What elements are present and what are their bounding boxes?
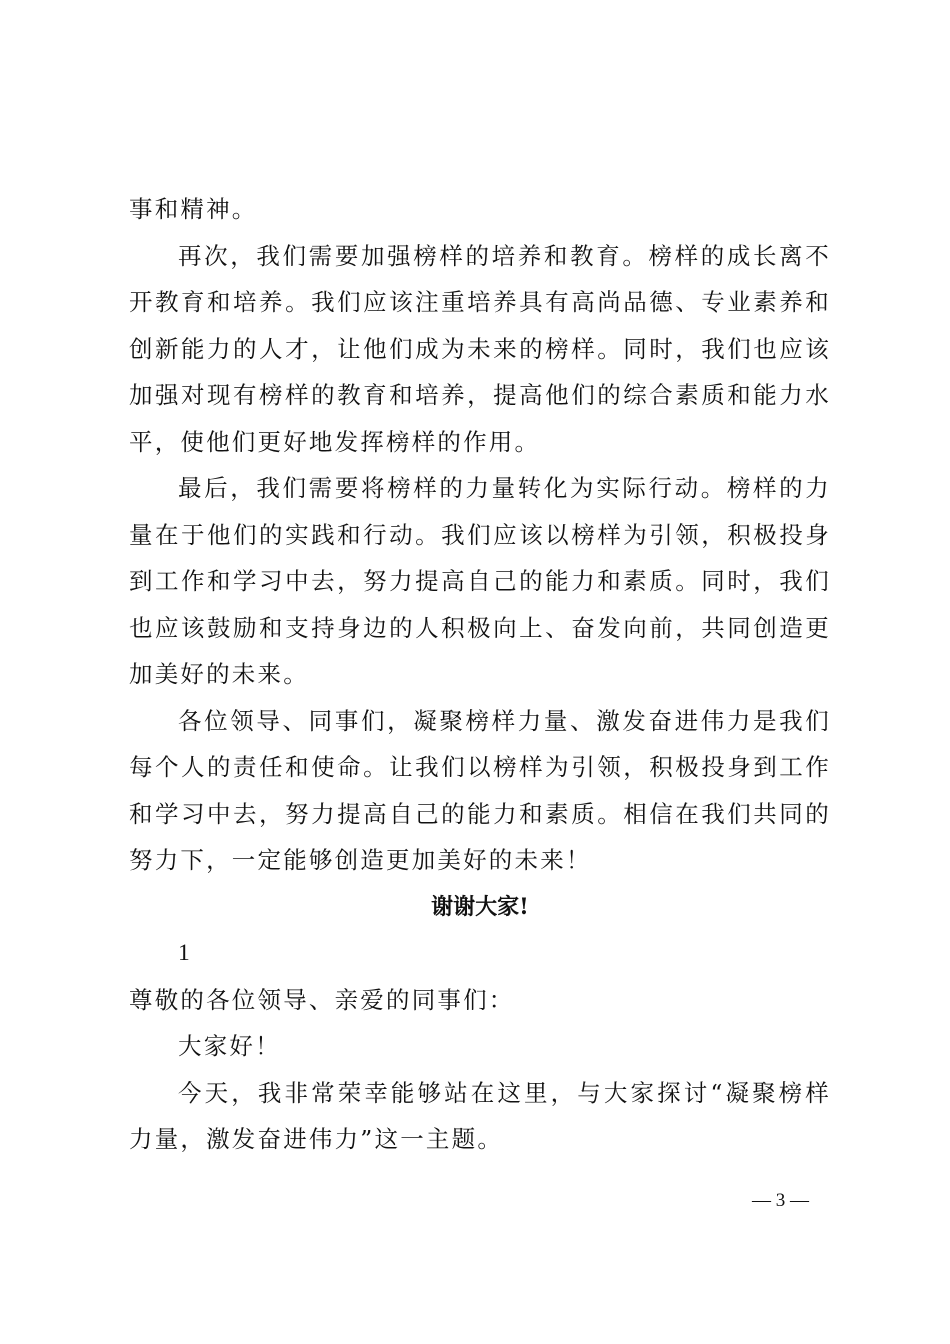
paragraph-continuation: 事和精神。 <box>129 195 258 223</box>
salutation: 尊敬的各位领导、亲爱的同事们： <box>129 985 515 1014</box>
paragraph-cultivation: 再次，我们需要加强榜样的培养和教育。榜样的成长离不开教育和培养。我们应该注重培养具有高尚品德、专业素养和创新能力的人才，让他们成为未来的榜样。同时，我们也应该加强对现有榜样的教育和培养，提高他们的综合素质和能力水平，使他们更好地发挥榜样的作用。 <box>129 241 831 456</box>
section-number: 1 <box>178 940 190 966</box>
page-number: — 3 — <box>752 1190 809 1211</box>
closing-thanks: 谢谢大家! <box>431 893 529 920</box>
paragraph-action: 最后，我们需要将榜样的力量转化为实际行动。榜样的力量在于他们的实践和行动。我们应该以榜样为引领，积极投身到工作和学习中去，努力提高自己的能力和素质。同时，我们也应该鼓励和支持身边的人积极向上、奋发向前，共同创造更加美好的未来。 <box>129 474 831 688</box>
paragraph-conclusion: 各位领导、同事们，凝聚榜样力量、激发奋进伟力是我们每个人的责任和使命。让我们以榜样为引领，积极投身到工作和学习中去，努力提高自己的能力和素质。相信在我们共同的努力下，一定能够创造更加美好的未来！ <box>129 706 831 874</box>
paragraph-intro: 今天，我非常荣幸能够站在这里，与大家探讨“凝聚榜样力量，激发奋进伟力”这一主题。 <box>129 1078 831 1153</box>
greeting: 大家好！ <box>178 1032 281 1060</box>
document-body <box>129 186 831 1163</box>
